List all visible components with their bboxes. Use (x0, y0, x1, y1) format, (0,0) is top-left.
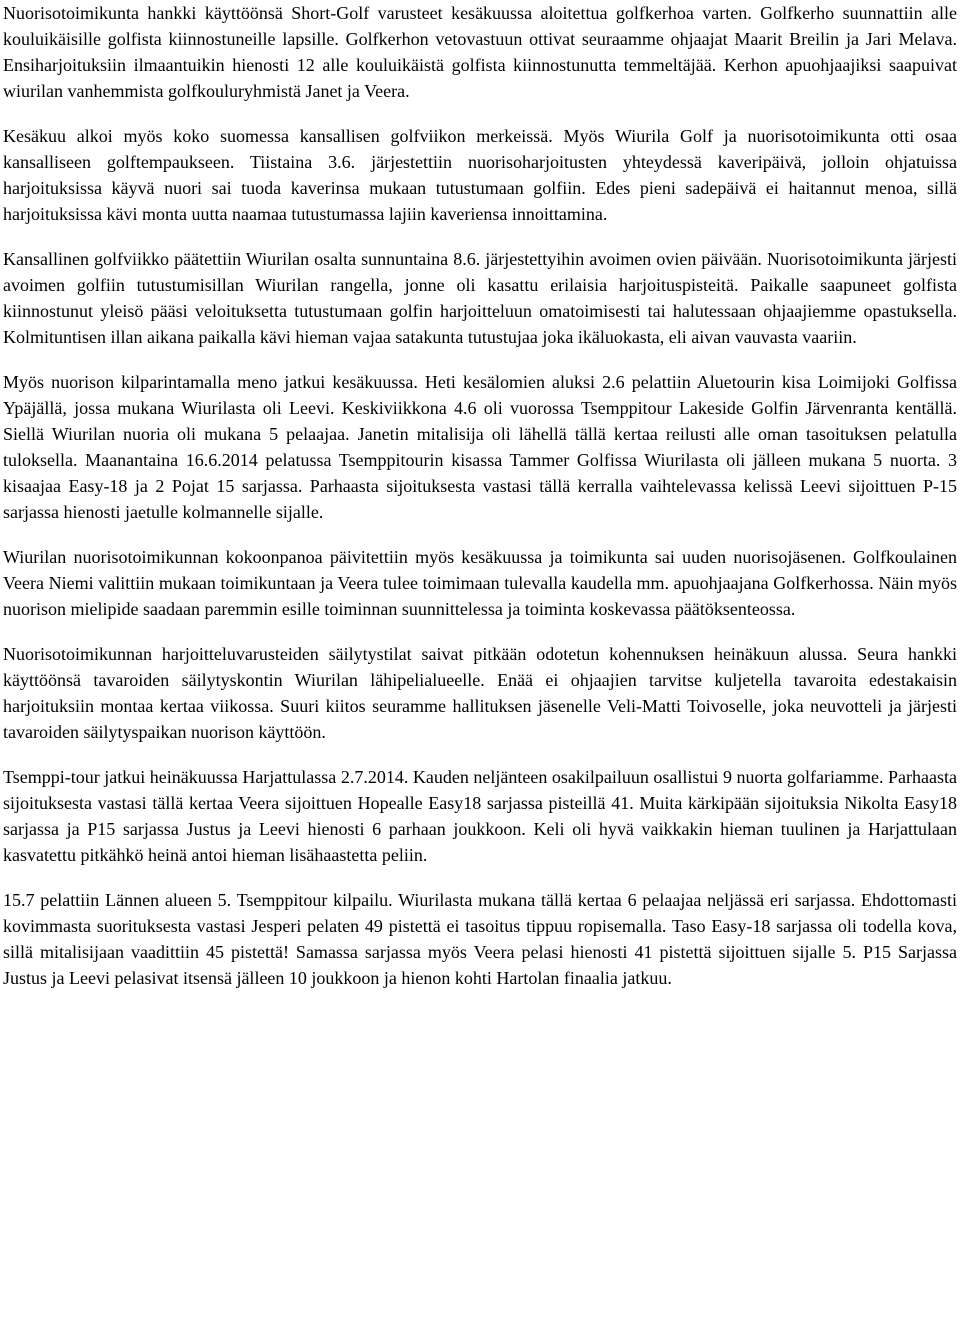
paragraph-storage: Nuorisotoimikunnan harjoitteluvarusteiden säilytystilat saivat pitkään odotetun kohennuksen heinäkuun alussa. Seura hankki käyttöönsä tavaroiden säilytyskontin Wiurilan lähipelialueelle. Enää ei ohjaajien tarvitse kuljetella tavaroita edestakaisin harjoituksiin montaa kertaa viikossa. Suuri kiitos seuramme hallituksen jäsenelle Veli-Matti Toivoselle, joka neuvotteli ja järjesti tavaroiden säilytyspaikan nuorison käyttöön. (3, 644, 957, 742)
paragraph-national-golf-week: Kesäkuu alkoi myös koko suomessa kansallisen golfviikon merkeissä. Myös Wiurila Golf ja nuorisotoimikunta otti osaa kansalliseen golftempaukseen. Tiistaina 3.6. järjestettiin nuorisoharjoitusten yhteydessä kaveripäivä, jolloin ohjatuissa harjoituksissa käyvä nuori sai tuoda kaverinsa mukaan tutustumaan golfiin. Edes pieni sadepäivä ei haitannut menoa, sillä harjoituksissa kävi monta uutta naamaa tutustumassa lajiin kaveriensa innoittamina. (3, 126, 957, 224)
paragraph-tsemppi-tour-15-7: 15.7 pelattiin Lännen alueen 5. Tsemppitour kilpailu. Wiurilasta mukana tällä kertaa 6 pelaajaa neljässä eri sarjassa. Ehdottomasti kovimmasta suorituksesta vastasi Jesperi pelaten 49 pistettä ei tasoitus tippuu ropisemalla. Taso Easy-18 sarjassa oli todella kova, sillä mitalisijaan vaadittiin 45 pistettä! Samassa sarjassa myös Veera pelasi hienosti 41 pistettä sijoittuen sijalle 5. P15 Sarjassa Justus ja Leevi pelasivat itsensä jälleen 10 joukkoon ja hienon kohti Hartolan finaalia jatkuu. (3, 890, 957, 988)
paragraph-golf-club: Nuorisotoimikunta hankki käyttöönsä Short-Golf varusteet kesäkuussa aloitettua golfkerhoa varten. Golfkerho suunnattiin alle kouluikäisille golfista kiinnostuneille lapsille. Golfkerhon vetovastuun ottivat seuraamme ohjaajat Maarit Breilin ja Jari Melava. Ensiharjoituksiin ilmaantuikin hienosti 12 alle kouluikäistä golfista kiinnostunutta temmeltäjää. Kerhon apuohjaajiksi saapuivat wiurilan vanhemmista golfkouluryhmistä Janet ja Veera. (3, 3, 957, 101)
paragraph-tsemppi-tour-july: Tsemppi-tour jatkui heinäkuussa Harjattulassa 2.7.2014. Kauden neljänteen osakilpailuun osallistui 9 nuorta golfariamme. Parhaasta sijoituksesta vastasi tällä kertaa Veera sijoittuen Hopealle Easy18 sarjassa pisteillä 41. Muita kärkipään sijoituksia Nikolta Easy18 sarjassa ja P15 sarjassa Justus ja Leevi hienosti 6 parhaan joukkoon. Keli oli hyvä vaikkakin hieman tuulinen ja Harjattulaan kasvatettu pitkähkö heinä antoi hieman lisähaastetta peliin. (3, 767, 957, 865)
paragraph-competitions-june: Myös nuorison kilparintamalla meno jatkui kesäkuussa. Heti kesälomien aluksi 2.6 pelattiin Aluetourin kisa Loimijoki Golfissa Ypäjällä, jossa mukana Wiurilasta oli Leevi. Keskiviikkona 4.6 oli vuorossa Tsemppitour Lakeside Golfin Järvenranta kentällä. Siellä Wiurilan nuoria oli mukana 5 pelaajaa. Janetin mitalisija oli lähellä tällä kertaa reilusti alle oman tasoituksen pelatulla tuloksella. Maanantaina 16.6.2014 pelatussa Tsemppitourin kisassa Tammer Golfissa Wiurilasta oli jälleen mukana 5 nuorta. 3 kisaajaa Easy-18 ja 2 Pojat 15 sarjassa. Parhaasta sijoituksesta vastasi tällä kerralla vaihtelevassa kelissä Leevi sijoittuen P-15 sarjassa hienosti jaetulle kolmannelle sijalle. (3, 372, 957, 522)
paragraph-open-day: Kansallinen golfviikko päätettiin Wiurilan osalta sunnuntaina 8.6. järjestettyihin avoimen ovien päivään. Nuorisotoimikunta järjesti avoimen golfiin tutustumisillan Wiurilan rangella, jonne oli kasattu erilaisia harjoituspisteitä. Paikalle saapuneet golfista kiinnostunut yleisö pääsi veloituksetta tutustumaan golfin harjoitteluun omatoimisesti tai halutessaan ohjaajiemme opastuksella. Kolmituntisen illan aikana paikalla kävi hieman vajaa satakunta tutustujaa joka ikäluokasta, eli aivan vauvasta vaariin. (3, 249, 957, 347)
document-page (3, 0, 957, 991)
paragraph-committee-update: Wiurilan nuorisotoimikunnan kokoonpanoa päivitettiin myös kesäkuussa ja toimikunta sai uuden nuorisojäsenen. Golfkoulainen Veera Niemi valittiin mukaan toimikuntaan ja Veera tulee toimimaan tulevalla kaudella mm. apuohjaajana Golfkerhossa. Näin myös nuorison mielipide saadaan paremmin esille toiminnan suunnittelessa ja toiminta koskevassa päätöksenteossa. (3, 547, 957, 619)
